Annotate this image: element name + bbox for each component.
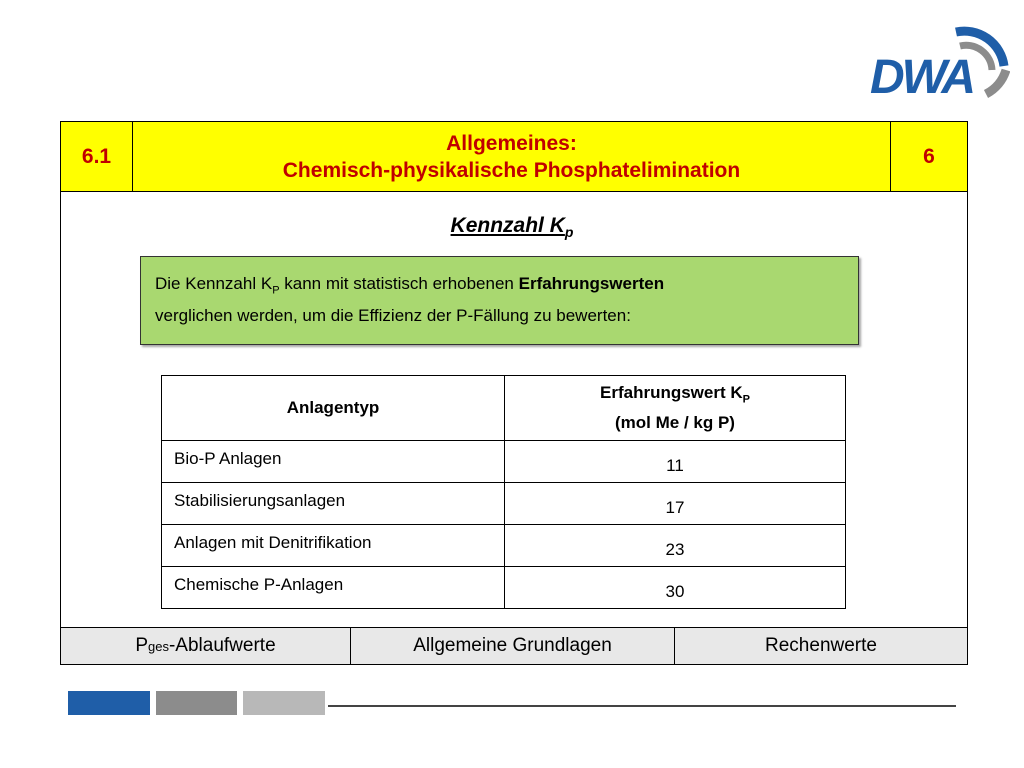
section-heading [0, 214, 1024, 240]
table-row [162, 525, 846, 567]
footer-tab1-rest: -Ablaufwerte [168, 635, 276, 656]
row-value: 23 [505, 525, 846, 567]
row-value: 11 [505, 441, 846, 483]
page-number: 6 [890, 122, 967, 191]
section-heading-main: Kennzahl K [450, 214, 565, 237]
decor-rule [328, 705, 956, 707]
dwa-logo-text: DWA [870, 51, 973, 104]
table-header-row [162, 376, 846, 441]
info-text-sub: P [272, 284, 280, 297]
row-name: Bio-P Anlagen [162, 441, 505, 483]
decor-bar-blue [68, 691, 150, 715]
footer-nav [60, 627, 968, 665]
dwa-logo [868, 18, 1010, 104]
row-name: Stabilisierungsanlagen [162, 483, 505, 525]
section-heading-sub: p [564, 224, 574, 241]
slide-header [60, 121, 968, 192]
col-header-erfahrungswert [505, 376, 846, 441]
slide-title-line2: Chemisch-physikalische Phosphatelimination [282, 158, 741, 182]
row-name: Anlagen mit Denitrifikation [162, 525, 505, 567]
row-value: 30 [505, 567, 846, 609]
col-header-erfahrungswert-main: Erfahrungswert K [600, 382, 743, 402]
slide-title [133, 122, 890, 191]
row-name: Chemische P-Anlagen [162, 567, 505, 609]
footer-tab1-main: P [135, 635, 149, 656]
table-row [162, 441, 846, 483]
col-header-unit: (mol Me / kg P) [615, 413, 735, 433]
table-row [162, 567, 846, 609]
slide-title-line1: Allgemeines: [446, 131, 577, 155]
col-header-anlagentyp: Anlagentyp [162, 376, 505, 441]
footer-tab-allgemeine-grundlagen[interactable]: Allgemeine Grundlagen [351, 628, 675, 664]
footer-tab1-sub: ges [148, 638, 169, 654]
footer-tab-pges-ablaufwerte[interactable] [61, 628, 351, 664]
row-value: 17 [505, 483, 846, 525]
info-text-bold: Erfahrungswerten [518, 274, 665, 293]
decor-bar-gray [156, 691, 237, 715]
footer-tab-rechenwerte[interactable]: Rechenwerte [765, 635, 877, 656]
kp-table [161, 375, 846, 609]
info-text-3: verglichen werden, um die Effizienz der P-Fällung zu bewerten: [155, 306, 631, 326]
info-text-1: Die Kennzahl K [155, 274, 273, 293]
section-number: 6.1 [61, 122, 133, 191]
info-text-2: kann mit statistisch erhobenen [279, 274, 519, 293]
col-header-erfahrungswert-sub: P [742, 393, 750, 406]
decor-bar-lightgray [243, 691, 325, 715]
info-box [140, 256, 859, 345]
table-row [162, 483, 846, 525]
